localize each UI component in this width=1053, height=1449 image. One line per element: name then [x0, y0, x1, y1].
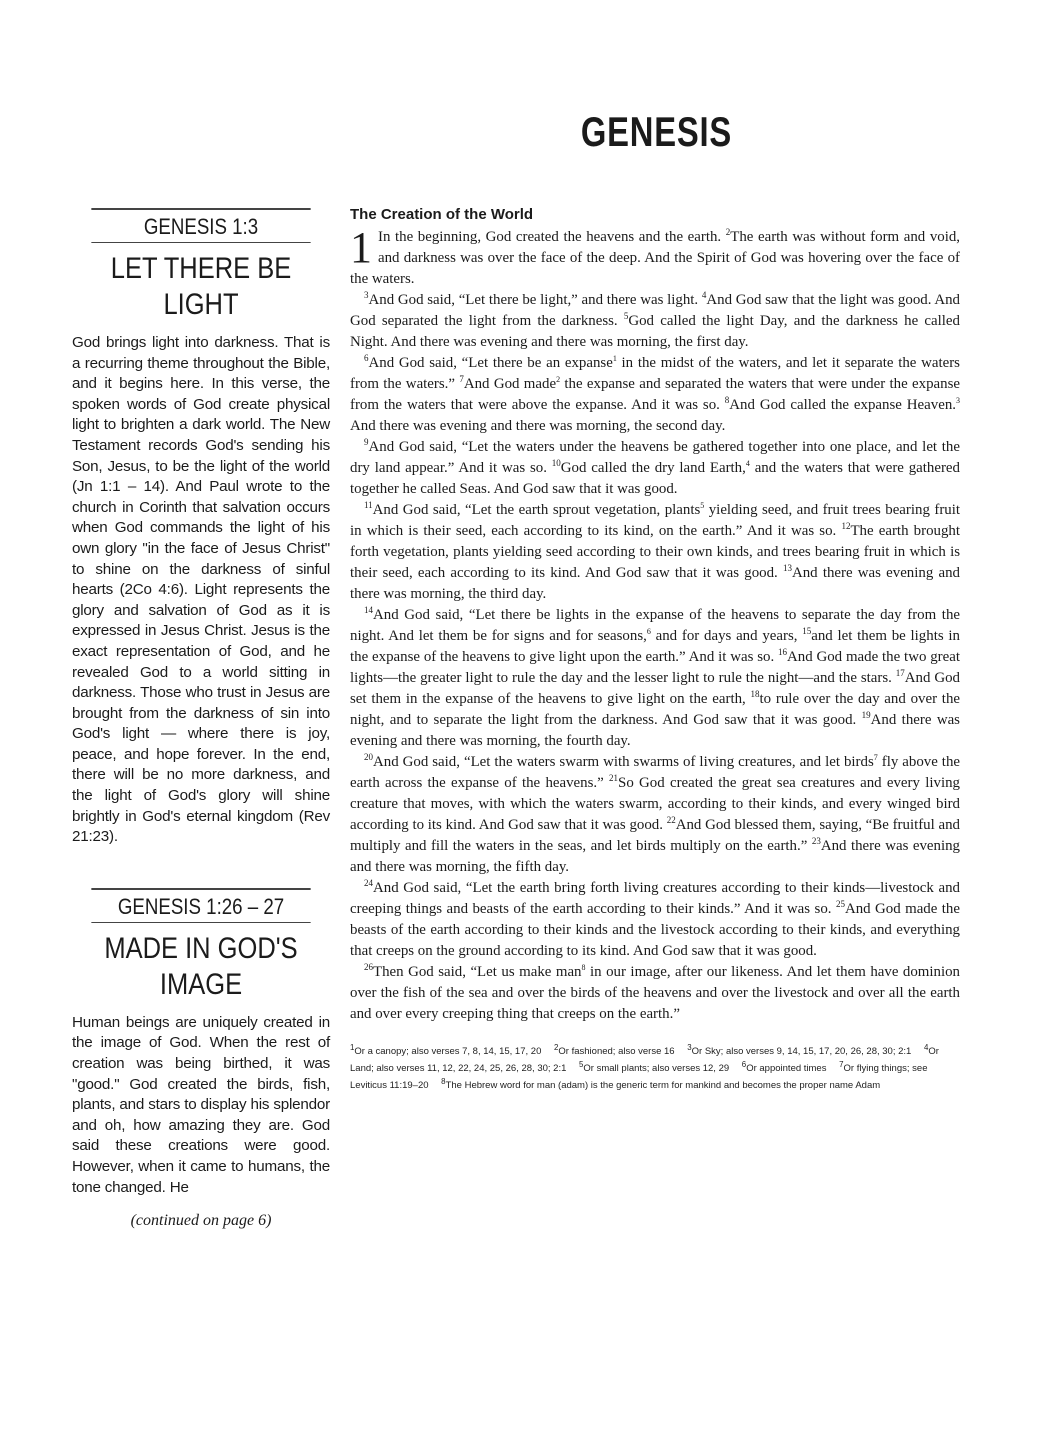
verse-number: 15 [802, 626, 812, 637]
verse-number: 2 [725, 227, 731, 238]
verse-text: And God saw that the light was good. And God separated the light from the darkness. [350, 292, 960, 329]
verse-number: 21 [609, 773, 619, 784]
footnote-mark: 8 [441, 1077, 446, 1087]
footnote-text: Or a canopy; also verses 7, 8, 14, 15, 17, 20 [354, 1046, 542, 1058]
verse-paragraph [350, 500, 960, 605]
verse-number: 7 [459, 374, 464, 385]
footnote-mark: 4 [923, 1043, 929, 1052]
footnote-marker: 6 [646, 627, 651, 637]
verse-paragraph [350, 353, 960, 437]
verse-text: And God made the beasts of the earth according to their kinds and the livestock according to their kinds, and everything that creeps on the ground according to its kind. And God saw that it was good. [350, 901, 960, 959]
verse-number: 9 [364, 437, 369, 448]
verse-text: And God blessed them, saying, “Be fruitful and multiply and fill the waters in the seas, and let birds multiply on the earth.” [350, 817, 961, 854]
verse-paragraph [350, 962, 960, 1025]
footnote [741, 1060, 827, 1075]
verse-paragraph [350, 290, 960, 353]
verse-number: 12 [841, 521, 851, 532]
verse-text: So God created the great sea creatures and every living creature that moves, with which the waters swarm, according to their kinds, and every winged bird according to its kind. And God saw that it was good. [350, 775, 960, 833]
verse-text: yielding seed, and fruit trees bearing fruit in which is their seed, each according to its kind, on the earth.” And it was so. [350, 502, 960, 539]
verse-number: 22 [666, 815, 676, 826]
verse-text: and let them be lights in the expanse of the heavens to give light upon the earth.” And it was so. [350, 628, 960, 665]
sidebar-heading: LET THERE BE LIGHT [110, 252, 292, 321]
verse-paragraph [350, 223, 961, 290]
verse-number: 6 [364, 353, 369, 364]
verse-text: And God said, “Let there be an expanse [368, 355, 613, 371]
footnote-marker: 7 [873, 753, 878, 763]
verse-text: And God said, “Let the earth sprout vegetation, plants [372, 502, 701, 518]
verse-paragraph [350, 437, 960, 500]
scripture-text [350, 206, 960, 1092]
verse-text: in the midst of the waters, and let it separate the waters from the waters.” [350, 355, 960, 392]
sidebar-text: Human beings are uniquely created in the image of God. When the rest of creation was being birthed, it was "good." God created the birds, fish, plants, and stars to display his splendor and oh, how amazing they are. God said these creations were good. However, when it came to humans, the tone changed. He [72, 1013, 330, 1196]
footnote-marker: 2 [556, 375, 561, 385]
footnote-mark: 7 [839, 1060, 844, 1070]
verse-number: 14 [364, 605, 373, 616]
footnote-text: Or fashioned; also verse 16 [558, 1046, 675, 1058]
verse-text: and for days and years, [650, 628, 803, 644]
verse-number: 25 [835, 899, 845, 910]
footnote-text: Or flying things; see Leviticus 11:19–20 [350, 1063, 928, 1092]
verse-text: And God set them in the expanse of the heavens to give light on the earth, [350, 670, 960, 707]
verse-paragraph [350, 605, 960, 752]
sidebar-block-light [72, 208, 330, 848]
verse-paragraphs [350, 223, 961, 1025]
verse-text: Then God said, “Let us make man [373, 964, 582, 980]
sidebar-reference: GENESIS 1:26 – 27 [91, 888, 310, 923]
verse-text: the expanse and separated the waters that were under the expanse from the waters that were above the expanse. And it was so. [350, 376, 961, 413]
verse-text: in our image, after our likeness. And let them have dominion over the fish of the sea and over the birds of the heavens and over the livestock and over all the earth and over every creeping thing that creeps on the earth.” [350, 964, 961, 1022]
footnote-marker: 3 [956, 396, 960, 406]
sidebar-heading: MADE IN GOD'S IMAGE [104, 931, 298, 1001]
verse-text: And God made [463, 376, 557, 392]
footnote-mark: 1 [350, 1043, 355, 1052]
sidebar-commentary [72, 206, 330, 1230]
footnote-text: Or Land; also verses 11, 12, 22, 24, 25, 26, 28, 30; 2:1 [350, 1046, 939, 1075]
continued-note: (continued on page 6) [130, 1212, 272, 1230]
verse-text: The earth was without form and void, and darkness was over the face of the deep. And the Spirit of God was hovering over the face of the waters. [350, 229, 961, 287]
verse-text: And God said, “Let there be light,” and there was light. [368, 292, 702, 308]
footnote-marker: 8 [581, 963, 586, 973]
verse-text: And there was evening and there was morning, the third day. [350, 565, 960, 602]
verse-number: 26 [364, 962, 373, 973]
verse-text: And there was evening and there was morning, the fourth day. [350, 712, 960, 749]
verse-number: 17 [895, 668, 905, 679]
verse-number: 16 [778, 647, 787, 658]
verse-number: 4 [701, 290, 707, 301]
verse-paragraph [350, 752, 960, 878]
sidebar-block-image [72, 888, 330, 1230]
verse-number: 13 [782, 563, 792, 574]
verse-text: And God called the expanse Heaven. [729, 397, 956, 413]
verse-number: 20 [364, 752, 373, 763]
chapter-number: 1 [350, 223, 372, 272]
sidebar-reference: GENESIS 1:3 [91, 208, 310, 243]
footnote-mark: 6 [741, 1060, 747, 1070]
verse-text: to rule over the day and over the night, and to separate the light from the darkness. And God saw that it was good. [350, 691, 961, 728]
verse-text: And God made the two great lights—the greater light to rule the day and the lesser light to rule the night—and the stars. [350, 649, 960, 686]
footnote [441, 1077, 881, 1092]
footnote-text: The Hebrew word for man (adam) is the generic term for mankind and becomes the proper name Adam [445, 1080, 881, 1092]
verse-text: fly above the earth across the expanse of the heavens.” [350, 754, 960, 791]
section-heading: The Creation of the World [350, 206, 534, 223]
verse-paragraph [350, 878, 960, 962]
footnote-marker: 1 [612, 354, 617, 364]
verse-text: In the beginning, God created the heavens and the earth. [378, 229, 726, 245]
footnotes [350, 1041, 960, 1092]
footnote [687, 1043, 912, 1058]
footnote-marker: 4 [745, 459, 750, 469]
verse-text: The earth brought forth vegetation, plants yielding seed according to their own kinds, and trees bearing fruit in which is their seed, each according to its kind. And God saw that it was good. [350, 523, 961, 581]
footnote-text: Or appointed times [746, 1063, 827, 1075]
footnote-mark: 5 [579, 1060, 584, 1070]
verse-number: 10 [551, 458, 561, 469]
footnote-mark: 3 [687, 1043, 692, 1052]
footnote-text: Or Sky; also verses 9, 14, 15, 17, 20, 26, 28, 30; 2:1 [691, 1046, 912, 1058]
verse-text: And God said, “Let there be lights in the expanse of the heavens to separate the day from the night. And let them be for signs and for seasons, [350, 607, 960, 644]
verse-text: And God said, “Let the waters under the heavens be gathered together into one place, and let the dry land appear.” And it was so. [350, 439, 960, 476]
verse-number: 11 [364, 500, 373, 511]
verse-number: 19 [861, 710, 871, 721]
verse-number: 24 [364, 878, 373, 889]
verse-number: 5 [623, 311, 629, 322]
footnote-marker: 5 [700, 501, 705, 511]
verse-number: 23 [811, 836, 821, 847]
verse-text: And there was evening and there was morning, the second day. [350, 418, 726, 434]
verse-text: and the waters that were gathered together he called Seas. And God saw that it was good. [350, 460, 960, 497]
book-title: GENESIS [580, 108, 733, 155]
verse-text: And God said, “Let the waters swarm with swarms of living creatures, and let birds [373, 754, 874, 770]
sidebar-text: God brings light into darkness. That is a recurring theme throughout the Bible, and it begins here. In this verse, the spoken words of God create physical light to brighten a dark world. The New Testament records God's sending his Son, Jesus, to be the light of the world (Jn 1:1 – 14). And Paul wrote to the church in Corinth that salvation occurs when God commands the light of his own glory "in the face of Jesus Christ" to shine on the darkness of sinful hearts (2Co 4:6). Light represents the glory and salvation of God as it is expressed in Jesus Christ. Jesus is the exact representation of God, and he revealed God to a world sitting in darkness. Those who trust in Jesus are brought from the darkness of sin into God's light — where there is joy, peace, and hope forever. In the end, there will be no more darkness, and the light of God's glory will shine brightly in God's eternal kingdom (Rev 21:23). [72, 334, 330, 846]
verse-number: 18 [750, 689, 760, 700]
footnote-mark: 2 [554, 1043, 559, 1052]
footnote-text: Or small plants; also verses 12, 29 [583, 1063, 730, 1075]
verse-number: 8 [724, 395, 730, 406]
footnote [554, 1043, 675, 1058]
verse-text: And God said, “Let the earth bring forth living creatures according to their kinds—livestock and creeping things and beasts of the earth according to their kinds.” And it was so. [350, 880, 960, 917]
verse-text: God called the dry land Earth, [560, 460, 746, 476]
footnote [579, 1060, 730, 1075]
verse-text: And there was evening and there was morning, the fifth day. [350, 838, 960, 875]
verse-text: God called the light Day, and the darkness he called Night. And there was evening and there was morning, the first day. [350, 313, 960, 350]
verse-number: 3 [364, 290, 369, 301]
footnote [350, 1043, 542, 1058]
